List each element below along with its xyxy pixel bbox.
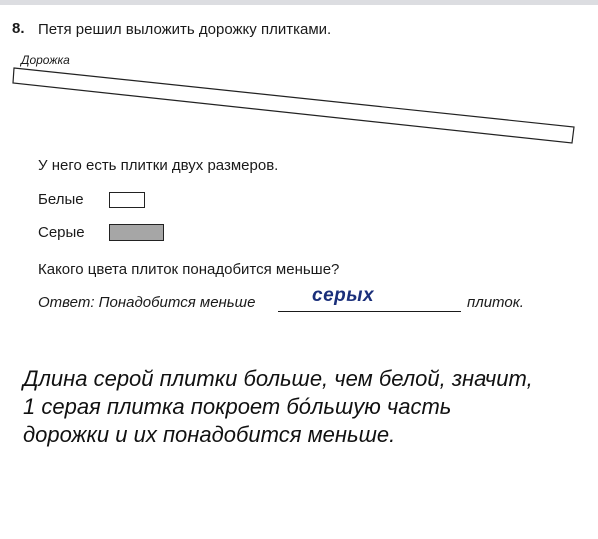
answer-prefix-word: Ответ — [38, 294, 91, 311]
explanation-line-1: Длина серой плитки больше, чем белой, значит, — [23, 366, 533, 391]
explanation — [23, 365, 593, 449]
gray-tile-label: Серые — [38, 224, 85, 241]
answer-suffix: плиток. — [467, 294, 524, 311]
question-text: Какого цвета плиток понадобится меньше? — [38, 261, 340, 278]
path-caption: Дорожка — [21, 53, 70, 67]
tiles-intro: У него есть плитки двух размеров. — [38, 157, 279, 174]
path-illustration — [0, 0, 598, 160]
white-tile-sample — [109, 192, 145, 208]
explanation-line-3: дорожки и их понадобится меньше. — [23, 422, 396, 447]
answer-prefix-rest: : Понадобится меньше — [90, 294, 256, 311]
task-text: Петя решил выложить дорожку плитками. — [38, 21, 332, 38]
answer-blank-line — [278, 311, 461, 312]
gray-tile-sample — [109, 224, 164, 241]
path-strip — [13, 68, 574, 143]
task-number: 8. — [12, 20, 25, 37]
explanation-line-2: 1 серая плитка покроет бо́льшую часть — [23, 394, 452, 419]
handwritten-answer: серых — [312, 285, 375, 306]
white-tile-label: Белые — [38, 191, 84, 208]
answer-prefix — [38, 294, 255, 311]
